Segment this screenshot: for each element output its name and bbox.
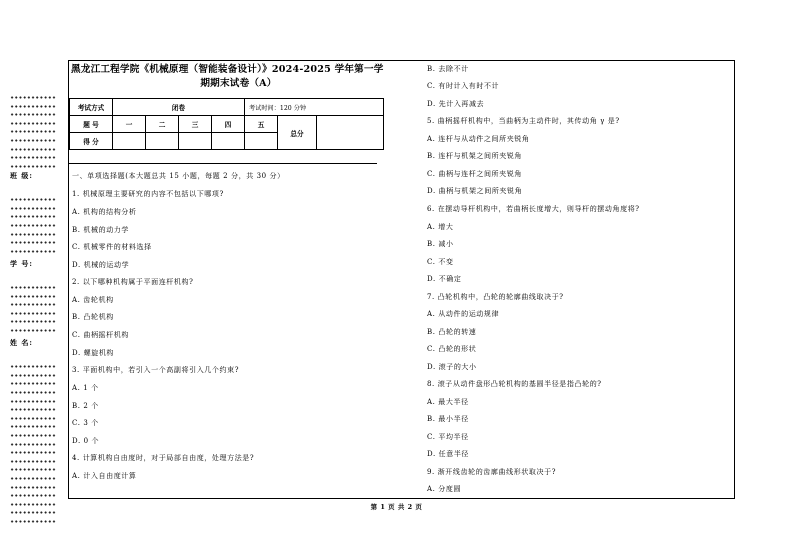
question-line: 1. 机械原理主要研究的内容不包括以下哪项?	[72, 190, 224, 198]
dotted-line	[10, 374, 56, 377]
option-line: C. 3 个	[72, 419, 99, 427]
option-line: D. 不确定	[427, 275, 462, 283]
dotted-line	[10, 320, 56, 323]
option-line: D. 先计入再减去	[427, 100, 485, 108]
question-line: 5. 曲柄摇杆机构中，当曲柄为主动件时，其传动角 γ 是?	[427, 117, 620, 125]
option-line: A. 最大半径	[427, 398, 469, 406]
option-line: C. 曲柄摇杆机构	[72, 331, 129, 339]
dotted-line	[10, 312, 56, 315]
dotted-line	[10, 365, 56, 368]
exam-page-frame	[68, 60, 735, 499]
dotted-line	[10, 224, 56, 227]
question-line: 4. 计算机构自由度时，对于局部自由度，处理方法是?	[72, 454, 255, 462]
dotted-line	[10, 468, 56, 471]
option-line: B. 2 个	[72, 402, 99, 410]
dotted-line	[10, 156, 56, 159]
dotted-line	[10, 477, 56, 480]
option-line: B. 凸轮的转速	[427, 328, 477, 336]
question-line: 2. 以下哪种机构属于平面连杆机构?	[72, 278, 194, 286]
option-line: D. 0 个	[72, 437, 100, 445]
dotted-line	[10, 425, 56, 428]
dotted-line	[10, 286, 56, 289]
score-cell-4[interactable]	[212, 133, 245, 150]
dotted-line	[10, 96, 56, 99]
dotted-line	[10, 105, 56, 108]
question-line: 6. 在摆动导杆机构中，若曲柄长度增大，则导杆的摆动角度将?	[427, 205, 640, 213]
dotted-line	[10, 139, 56, 142]
option-line: B. 凸轮机构	[72, 313, 114, 321]
dotted-line	[10, 113, 56, 116]
dotted-line	[10, 434, 56, 437]
total-score-cell[interactable]	[317, 116, 384, 150]
option-line: C. 曲柄与连杆之间所夹锐角	[427, 170, 522, 178]
dotted-line	[10, 122, 56, 125]
exam-title	[71, 63, 406, 91]
option-line: B. 连杆与机架之间所夹锐角	[427, 152, 522, 160]
option-line: D. 滚子的大小	[427, 363, 477, 371]
option-line: B. 去除不计	[427, 65, 469, 73]
option-line: A. 齿轮机构	[72, 296, 114, 304]
option-line: A. 从动件的运动规律	[427, 310, 500, 318]
option-line: D. 机械的运动学	[72, 261, 130, 269]
exam-mode-value: 闭卷	[113, 99, 245, 116]
section-header-3: 三	[179, 116, 212, 133]
dotted-line	[10, 494, 56, 497]
option-line: C. 机械零件的材料选择	[72, 243, 152, 251]
dotted-line	[10, 207, 56, 210]
dotted-line	[10, 417, 56, 420]
total-score-label: 总分	[278, 116, 317, 150]
section-header-5: 五	[245, 116, 278, 133]
score-cell-2[interactable]	[146, 133, 179, 150]
binding-margin	[0, 0, 66, 549]
section-header-4: 四	[212, 116, 245, 133]
option-line: B. 最小半径	[427, 415, 469, 423]
score-cell-5[interactable]	[245, 133, 278, 150]
name-label: 姓 名:	[10, 338, 34, 347]
student-id-label: 学 号:	[10, 259, 34, 268]
question-line: 8. 滚子从动件盘形凸轮机构的基圆半径是指凸轮的?	[427, 380, 602, 388]
score-label: 得 分	[70, 133, 113, 150]
option-line: C. 凸轮的形状	[427, 345, 477, 353]
header-divider	[69, 163, 377, 164]
option-line: A. 机构的结构分析	[72, 208, 137, 216]
dotted-line	[10, 443, 56, 446]
question-no-label: 题 号	[70, 116, 113, 133]
section-heading: 一、单项选择题(本大题总共 15 小题，每题 2 分，共 30 分）	[72, 172, 285, 180]
option-line: A. 1 个	[72, 384, 99, 392]
option-line: B. 机械的动力学	[72, 226, 129, 234]
page-number: 第 1 页 共 2 页	[370, 503, 423, 511]
dotted-line	[10, 408, 56, 411]
class-label: 班 级:	[10, 171, 34, 180]
dotted-line	[10, 400, 56, 403]
dotted-line	[10, 295, 56, 298]
exam-title-line2: 期期末试卷（A）	[200, 78, 277, 89]
exam-time: 考试时间：120 分钟	[245, 99, 384, 116]
dotted-line	[10, 165, 56, 168]
exam-mode-label: 考试方式	[70, 99, 113, 116]
option-line: D. 螺旋机构	[72, 349, 115, 357]
dotted-line	[10, 391, 56, 394]
dotted-line	[10, 303, 56, 306]
option-line: A. 计入自由度计算	[72, 472, 137, 480]
dotted-line	[10, 233, 56, 236]
section-header-1: 一	[113, 116, 146, 133]
option-line: D. 任意半径	[427, 450, 470, 458]
dotted-line	[10, 486, 56, 489]
option-line: A. 连杆与从动件之间所夹锐角	[427, 135, 530, 143]
option-line: C. 不变	[427, 258, 454, 266]
dotted-line	[10, 511, 56, 514]
dotted-line	[10, 215, 56, 218]
dotted-line	[10, 148, 56, 151]
dotted-line	[10, 250, 56, 253]
score-info-table	[69, 98, 384, 150]
section-header-2: 二	[146, 116, 179, 133]
score-cell-1[interactable]	[113, 133, 146, 150]
option-line: A. 分度圆	[427, 485, 462, 493]
dotted-line	[10, 329, 56, 332]
dotted-line	[10, 198, 56, 201]
question-line: 7. 凸轮机构中，凸轮的轮廓曲线取决于?	[427, 293, 564, 301]
option-line: D. 曲柄与机架之间所夹锐角	[427, 187, 523, 195]
option-line: B. 减小	[427, 240, 454, 248]
option-line: C. 平均半径	[427, 433, 469, 441]
dotted-line	[10, 451, 56, 454]
dotted-line	[10, 130, 56, 133]
score-cell-3[interactable]	[179, 133, 212, 150]
dotted-line	[10, 520, 56, 523]
dotted-line	[10, 460, 56, 463]
dotted-line	[10, 382, 56, 385]
question-line: 9. 渐开线齿轮的齿廓曲线形状取决于?	[427, 468, 557, 476]
dotted-line	[10, 241, 56, 244]
option-line: A. 增大	[427, 223, 454, 231]
exam-title-line1: 黑龙江工程学院《机械原理（智能装备设计）》2024-2025 学年第一学	[71, 64, 384, 75]
question-line: 3. 平面机构中，若引入一个高副将引入几个约束?	[72, 366, 240, 374]
option-line: C. 有时计入有时不计	[427, 82, 500, 90]
